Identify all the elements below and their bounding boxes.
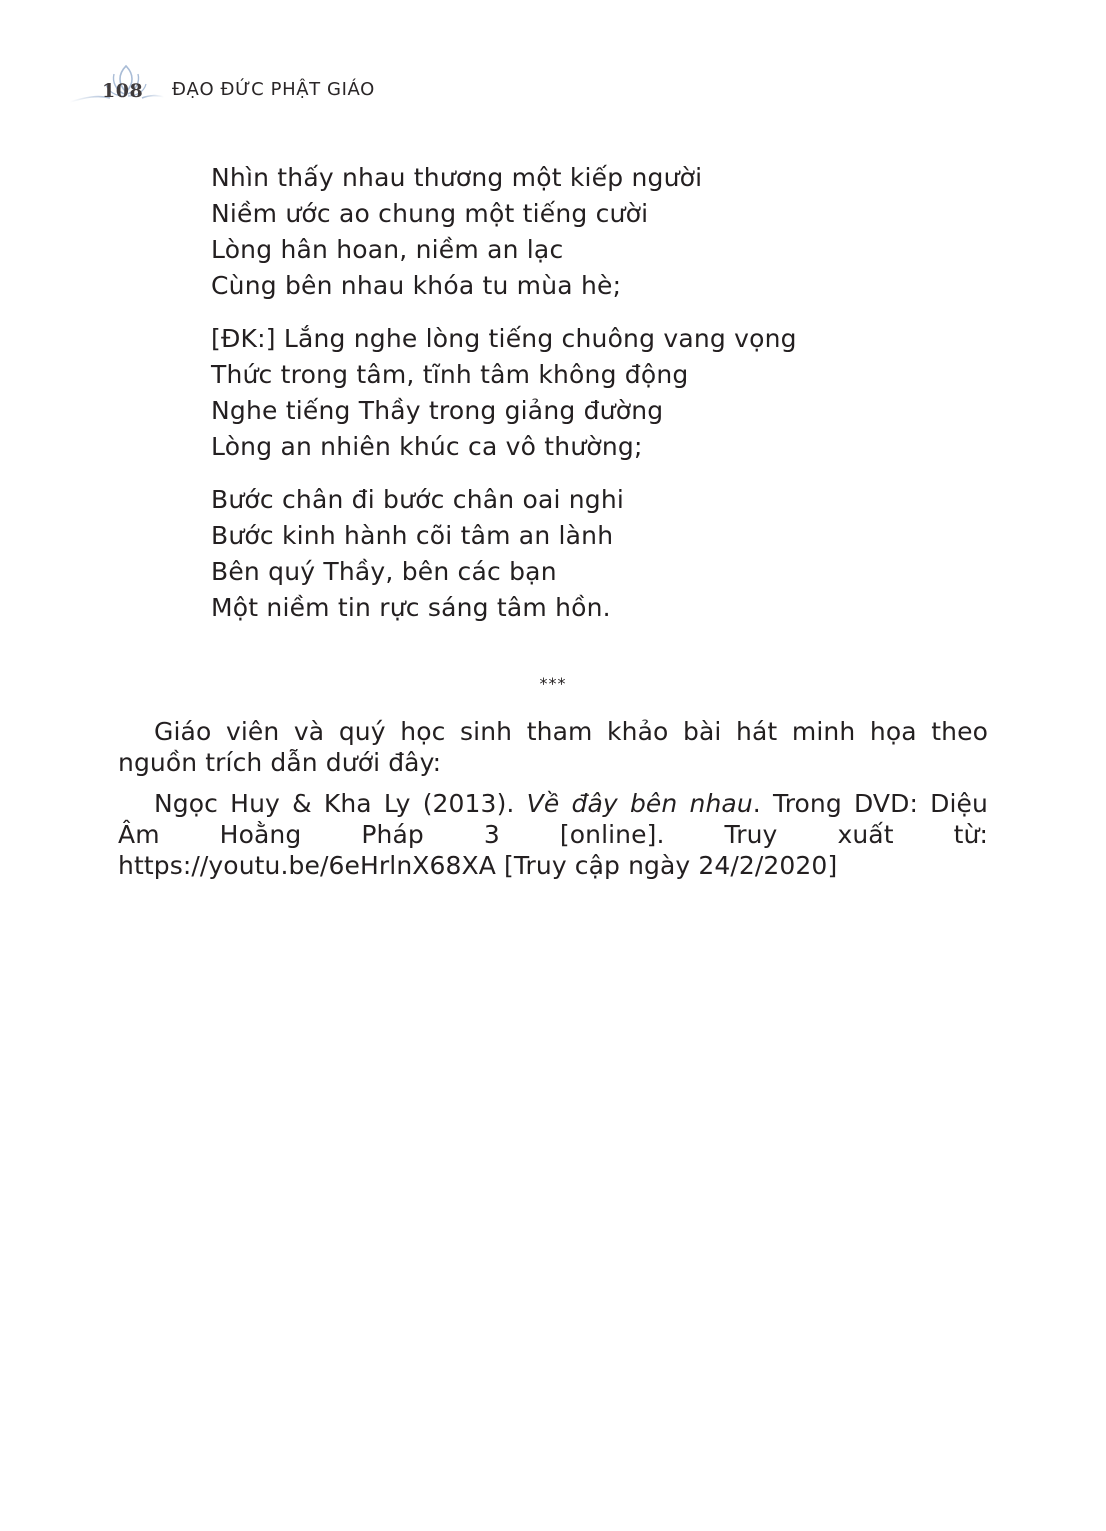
citation-paragraph <box>118 788 988 881</box>
verse-line: Thức trong tâm, tĩnh tâm không động <box>211 360 689 389</box>
verse-line: Cùng bên nhau khóa tu mùa hè; <box>211 271 622 300</box>
verse-line: Nghe tiếng Thầy trong giảng đường <box>211 396 664 425</box>
verse-line: [ĐK:] Lắng nghe lòng tiếng chuông vang vọng <box>211 324 797 353</box>
citation-song-title: Về đây bên nhau <box>526 789 753 818</box>
verse-line: Lòng an nhiên khúc ca vô thường; <box>211 432 643 461</box>
section-separator: *** <box>539 674 567 693</box>
page-number: 108 <box>102 80 144 102</box>
verse-stanza-3 <box>211 482 624 626</box>
verse-line: Nhìn thấy nhau thương một kiếp người <box>211 163 703 192</box>
verse-line: Một niềm tin rực sáng tâm hồn. <box>211 593 611 622</box>
verse-stanza-2 <box>211 321 797 465</box>
verse-line: Niềm ước ao chung một tiếng cười <box>211 199 649 228</box>
verse-line: Lòng hân hoan, niềm an lạc <box>211 235 564 264</box>
running-title: ĐẠO ĐỨC PHẬT GIÁO <box>172 79 375 100</box>
citation-authors: Ngọc Huy & Kha Ly (2013). <box>154 789 527 818</box>
verse-line: Bước chân đi bước chân oai nghi <box>211 485 625 514</box>
citation-source: . Trong DVD: Diệu Âm Hoằng Pháp 3 [online]. Truy xuất từ: https://youtu.be/6eHrlnX68XA [Truy cập ngày 24/2/2020] <box>118 789 988 880</box>
page-header <box>66 62 386 112</box>
verse-stanza-1 <box>211 160 702 304</box>
verse-line: Bước kinh hành cõi tâm an lành <box>211 521 614 550</box>
verse-line: Bên quý Thầy, bên các bạn <box>211 557 557 586</box>
intro-paragraph: Giáo viên và quý học sinh tham khảo bài hát minh họa theo nguồn trích dẫn dưới đây: <box>118 717 988 777</box>
